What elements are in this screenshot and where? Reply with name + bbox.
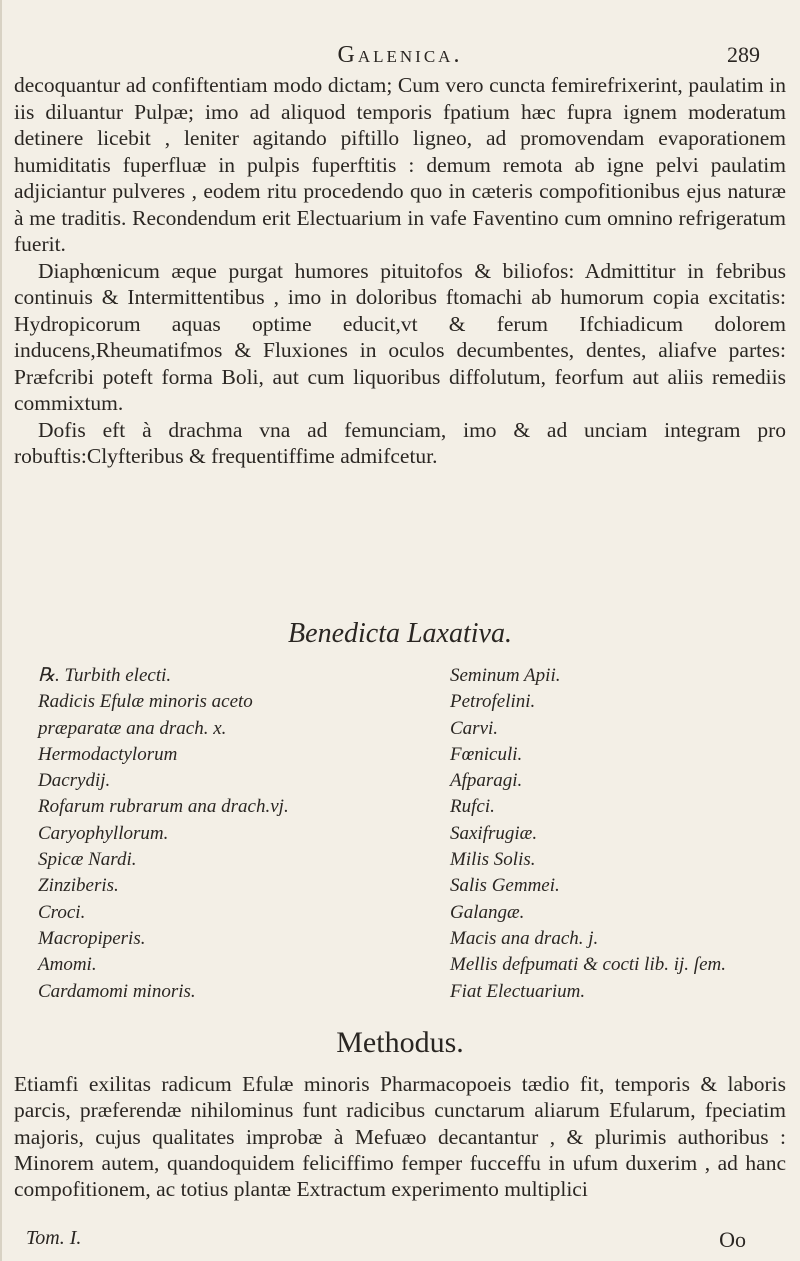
recipe-item: Radicis Efulæ minoris aceto præparatæ ana drach. x. <box>38 691 253 739</box>
paragraph-2: Diaphœnicum æque purgat humores pituitofos & biliofos: Admittitur in febribus continuis & Intermittentibus , imo in doloribus ftomachi ab humorum copia excitatis: Hydropicorum aquas optime educit,vt & ferum Ifchiadicum dolorem inducens,Rheumatifmos & Fluxiones in oculos decumbentes, dentes, aliafve partes: Præfcribi poteft forma Boli, aut cum liquoribus diffolutum, feorfum aut aliis remediis commixtum. <box>14 258 786 415</box>
recipe-item: Salis Gemmei. <box>450 875 560 897</box>
paragraph-3: Dofis eft à drachma vna ad femunciam, imo & ad unciam integram pro robuftis:Clyfteribus & frequentiffime admifcetur. <box>14 417 786 468</box>
recipe-item: Hermodactylorum <box>38 743 178 765</box>
recipe-item: Macis ana drach. j. <box>450 927 599 949</box>
recipe-item: Caryophyllorum. <box>38 822 169 844</box>
running-title: Galenica. <box>337 42 463 68</box>
recipe-right-column <box>450 663 790 1005</box>
recipe-item: Rufci. <box>450 796 495 818</box>
recipe-item: Milis Solis. <box>450 849 536 871</box>
recipe-item: Croci. <box>38 901 86 923</box>
recipe-item: Spicæ Nardi. <box>38 849 137 871</box>
main-text <box>14 72 786 470</box>
recipe-left-column <box>38 663 428 1005</box>
catchword: Oo <box>719 1227 746 1252</box>
recipe-item: Fiat Electuarium. <box>450 980 586 1002</box>
recipe-item: ℞. Turbith electi. <box>38 665 172 686</box>
page-number: 289 <box>727 42 760 67</box>
running-head <box>0 42 800 72</box>
signature-mark: Tom. I. <box>26 1227 82 1249</box>
recipe-item: Seminum Apii. <box>450 665 561 686</box>
recipe-item: Cardamomi minoris. <box>38 980 196 1002</box>
recipe-item: Amomi. <box>38 954 97 976</box>
paragraph-1: decoquantur ad confiftentiam modo dictam; Cum vero cuncta femirefrixerint, paulatim in iis diluantur Pulpæ; imo ad aliquod temporis fpatium hæc fupra ignem moderatum detinere licebit , leniter agitando piftillo ligneo, ad promovendam evaporationem humiditatis fuperfluæ in pulpis fuperftitis : demum remota ab igne pelvi paulatim adjiciantur pulveres , eodem ritu procedendo quo in cæteris compofitionibus ejus naturæ à me traditis. Recondendum erit Electuarium in vafe Faventino cum omnino refrigeratum fuerit. <box>14 73 786 256</box>
recipe-item: Afparagi. <box>450 770 523 792</box>
methodus-text <box>14 1071 786 1202</box>
recipe-item: Dacrydij. <box>38 770 111 792</box>
page-footer <box>26 1227 766 1255</box>
recipe-title: Benedicta Laxativa. <box>288 618 512 649</box>
recipe-item: Macropiperis. <box>38 927 146 949</box>
methodus-paragraph: Etiamfi exilitas radicum Efulæ minoris Pharmacopoeis tædio fit, temporis & laboris parcis, præferendæ nihilominus funt radicibus cunctarum aliarum Efularum, fpeciatim majoris, cujus qualitates improbæ à Mefuæo decantantur , & plurimis authoribus : Minorem autem, quandoquidem feliciffimo femper fucceffu in ufum duxerim , ad hanc compofitionem, ac totius plantæ Extractum experimento multiplici <box>14 1072 786 1202</box>
recipe-item: Carvi. <box>450 717 499 739</box>
recipe-item: Fœniculi. <box>450 743 523 765</box>
recipe-item: Mellis defpumati & cocti lib. ij. ſem. <box>450 954 726 976</box>
recipe-item: Petrofelini. <box>450 691 536 713</box>
recipe-item: Rofarum rubrarum ana drach.vj. <box>38 796 289 818</box>
recipe-item: Zinziberis. <box>38 875 119 897</box>
section-title: Methodus. <box>336 1026 464 1059</box>
recipe-item: Galangæ. <box>450 901 525 923</box>
recipe-item: Saxifrugiæ. <box>450 822 538 844</box>
